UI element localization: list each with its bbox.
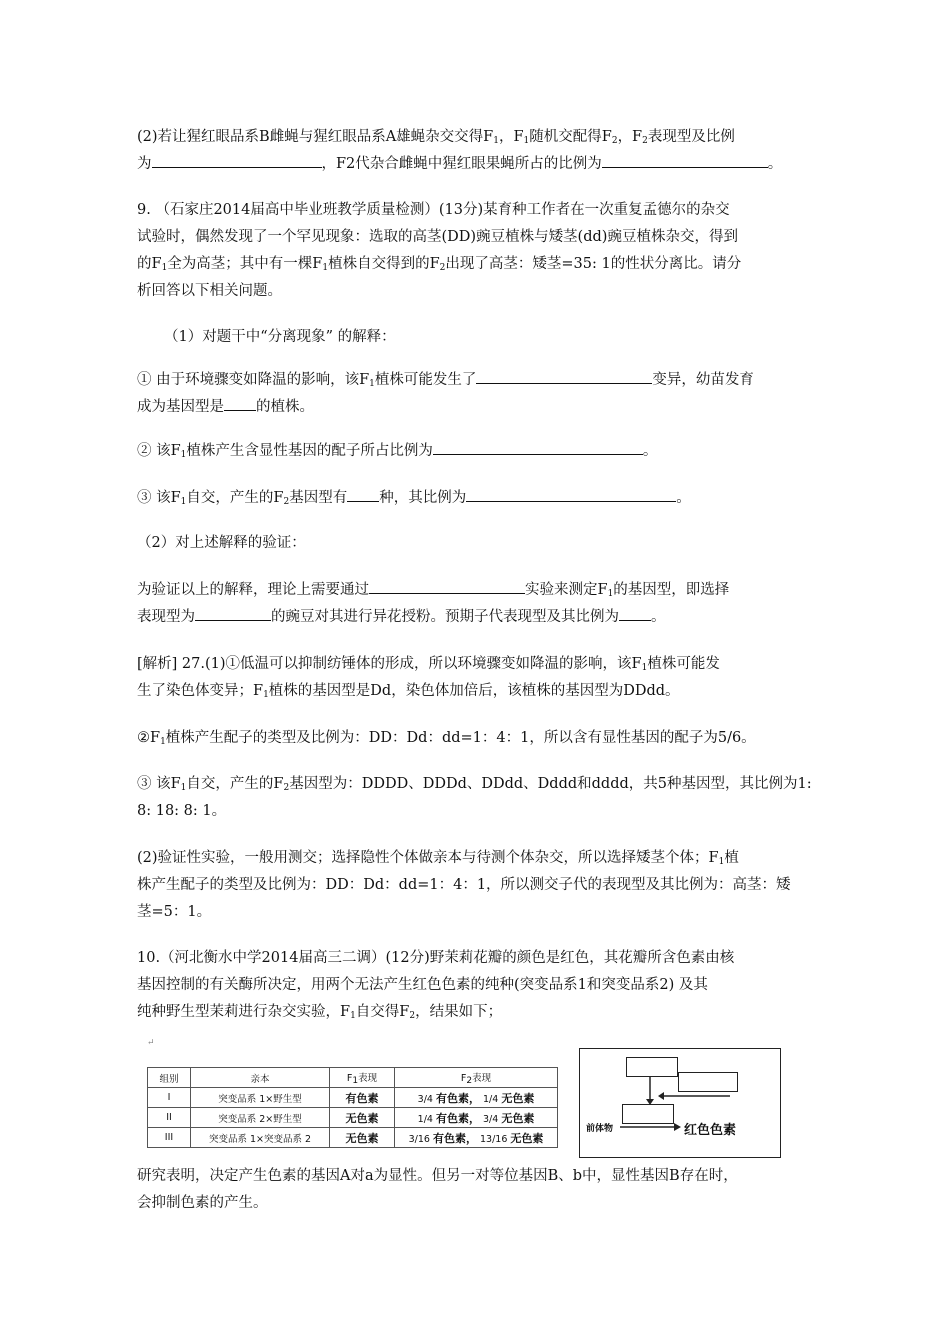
- q10-after-2: 会抑制色素的产生。: [137, 1195, 268, 1211]
- cell-group: I: [148, 1088, 191, 1108]
- q9-sub1-title: （1）对题干中“分离现象” 的解释：: [164, 329, 396, 345]
- q9-blank-experiment[interactable]: [369, 577, 525, 594]
- table-row: [148, 1088, 558, 1108]
- table-row: [148, 1128, 558, 1148]
- analysis-p3-line2: 8: 18: 8: 1。: [137, 803, 227, 819]
- q10-figure: [147, 1063, 787, 1158]
- q9-sub2-title: （2）对上述解释的验证：: [137, 535, 306, 551]
- q8-blank-1[interactable]: [152, 151, 322, 168]
- table-header-row: [148, 1068, 558, 1088]
- th-group: 组别: [148, 1068, 191, 1088]
- q10-after-1: 研究表明，决定产生色素的基因A对a为显性。但另一对等位基因B、b中，显性基因B存在时，: [137, 1168, 738, 1184]
- q8-line2-b: ，F2代杂合雌蝇中猩红眼果蝇所占的比例为: [321, 156, 602, 172]
- q8-line2-a: 为: [137, 156, 152, 172]
- q9-intro-4: 析回答以下相关问题。: [137, 283, 282, 299]
- q9-verify-line2: [137, 604, 817, 631]
- q9-item3: ③ 该$F_1$自交，产生的$F_2$基因型有 种，其比例为 。: [137, 485, 817, 516]
- analysis-p1-line2: 生了染色体变异；$F_1$植株的基因型是Dd，染色体加倍后，该植株的基因型为DDdd。: [137, 683, 680, 700]
- q9-blank-phenotype[interactable]: [195, 604, 271, 621]
- cell-group: II: [148, 1108, 191, 1128]
- q9-item2-b: 。: [642, 443, 658, 459]
- analysis-p4-line1: (2)验证性实验，一般用测交；选择隐性个体做亲本与待测个体杂交，所以选择矮茎个体；$F_1$植: [137, 850, 739, 867]
- q8-blank-2[interactable]: [602, 151, 768, 168]
- q9-verify-e: 。: [651, 609, 666, 625]
- label-precursor: 前体物: [586, 1124, 614, 1134]
- q8-part2-line2: [137, 151, 817, 178]
- q8-line2-c: 。: [767, 156, 783, 172]
- th-f2: $F_2$表现: [395, 1068, 558, 1088]
- cell-group: III: [148, 1128, 191, 1148]
- analysis-p1-line1: [解析] 27.(1)①低温可以抑制纺锤体的形成，所以环境骤变如降温的影响，该$F_1$植株可能发: [137, 656, 720, 673]
- cell-f1: 无色素: [330, 1108, 395, 1128]
- cell-parents: 突变品系 1×突变品系 2: [191, 1128, 330, 1148]
- cell-parents: 突变品系 2×野生型: [191, 1108, 330, 1128]
- label-red-pigment: 红色色素: [684, 1123, 737, 1138]
- q9-item1-d: 的植株。: [256, 399, 314, 415]
- analysis-p3-line1: ③ 该$F_1$自交，产生的$F_2$基因型为：DDDD、DDDd、DDdd、Dddd和dddd，共5种基因型，其比例为1:: [137, 776, 812, 793]
- th-f1: $F_1$表现: [330, 1068, 395, 1088]
- table-row: [148, 1108, 558, 1128]
- arrowhead-down: [646, 1099, 654, 1105]
- q9-blank-offspring[interactable]: [619, 604, 651, 621]
- q9-verify-a: 为验证以上的解释，理论上需要通过: [137, 582, 369, 598]
- cell-f2: 1/4 有色素， 3/4 无色素: [395, 1108, 558, 1128]
- cell-parents: 突变品系 1×野生型: [191, 1088, 330, 1108]
- analysis-p4-line2: 株产生配子的类型及比例为：DD：Dd：dd=1：4：1，所以测交子代的表现型及其比例为：高茎：矮: [137, 877, 791, 893]
- arrowhead-left: [658, 1092, 664, 1100]
- q9-intro-1: 9. （石家庄2014届高中毕业班教学质量检测）(13分)某育种工作者在一次重复孟德尔的杂交: [137, 202, 730, 218]
- q9-intro-2: 试验时，偶然发现了一个罕见现象：选取的高茎(DD)豌豆植株与矮茎(dd)豌豆植株杂交，得到: [137, 229, 738, 245]
- cell-f1: 有色素: [330, 1088, 395, 1108]
- q10-intro-1: 10.（河北衡水中学2014届高三二调）(12分)野茉莉花瓣的颜色是红色，其花瓣所含色素由核: [137, 950, 735, 966]
- q9-intro-3: 的$F_1$全为高茎；其中有一棵$F_1$植株自交得到的$F_2$出现了高茎：矮茎=35: 1的性状分离比。请分: [137, 256, 742, 273]
- cell-f2: 3/16 有色素， 13/16 无色素: [395, 1128, 558, 1148]
- cell-f1: 无色素: [330, 1128, 395, 1148]
- q9-blank-genotype[interactable]: [224, 394, 256, 411]
- q10-intro-3: 纯种野生型茉莉进行杂交实验，$F_1$自交得$F_2$，结果如下；: [137, 1004, 503, 1021]
- q9-verify-line1: 为验证以上的解释，理论上需要通过 实验来测定$F_1$的基因型，即选择: [137, 577, 817, 608]
- pathway-diagram: [579, 1048, 781, 1158]
- diagram-arrows: [580, 1049, 780, 1157]
- q8-line1-text: (2)若让猩红眼品系B雌蝇与猩红眼品系A雄蝇杂交交得$F_1$，$F_1$随机交配得$F_2$，$F_2$表现型及比例: [137, 129, 735, 146]
- q9-item1-line2: [137, 394, 817, 421]
- analysis-p2: $②F_1$植株产生配子的类型及比例为：DD：Dd：dd=1：4：1，所以含有显性基因的配子为5/6。: [137, 730, 756, 747]
- arrowhead-main: [674, 1123, 681, 1131]
- analysis-p4-line3: 茎=5：1。: [137, 904, 212, 920]
- q9-item3-b: 种，其比例为: [379, 490, 467, 506]
- q9-verify-d: 的豌豆对其进行异花授粉。预期子代表现型及其比例为: [271, 609, 619, 625]
- q9-item3-c: 。: [676, 490, 691, 506]
- th-parents: 亲本: [191, 1068, 330, 1088]
- q10-intro-2: 基因控制的有关酶所决定，用两个无法产生红色色素的纯种(突变品系1和突变品系2) 及其: [137, 977, 708, 993]
- q9-blank-variation[interactable]: [476, 367, 652, 384]
- cross-results-table: [147, 1067, 558, 1148]
- q9-item1-b: 变异，幼苗发育: [652, 372, 754, 388]
- q9-verify-c: 表现型为: [137, 609, 195, 625]
- q9-item1-c: 成为基因型是: [137, 399, 224, 415]
- q9-blank-genotype-count[interactable]: [347, 485, 379, 502]
- q9-item2: ② 该$F_1$植株产生含显性基因的配子所占比例为 。: [137, 438, 817, 469]
- return-mark: ↵: [147, 1038, 155, 1048]
- q9-item1-line1: ① 由于环境骤变如降温的影响，该$F_1$植株可能发生了 变异，幼苗发育: [137, 367, 817, 398]
- q9-blank-ratio[interactable]: [466, 485, 676, 502]
- q9-blank-gamete-ratio[interactable]: [433, 438, 643, 455]
- cell-f2: 3/4 有色素， 1/4 无色素: [395, 1088, 558, 1108]
